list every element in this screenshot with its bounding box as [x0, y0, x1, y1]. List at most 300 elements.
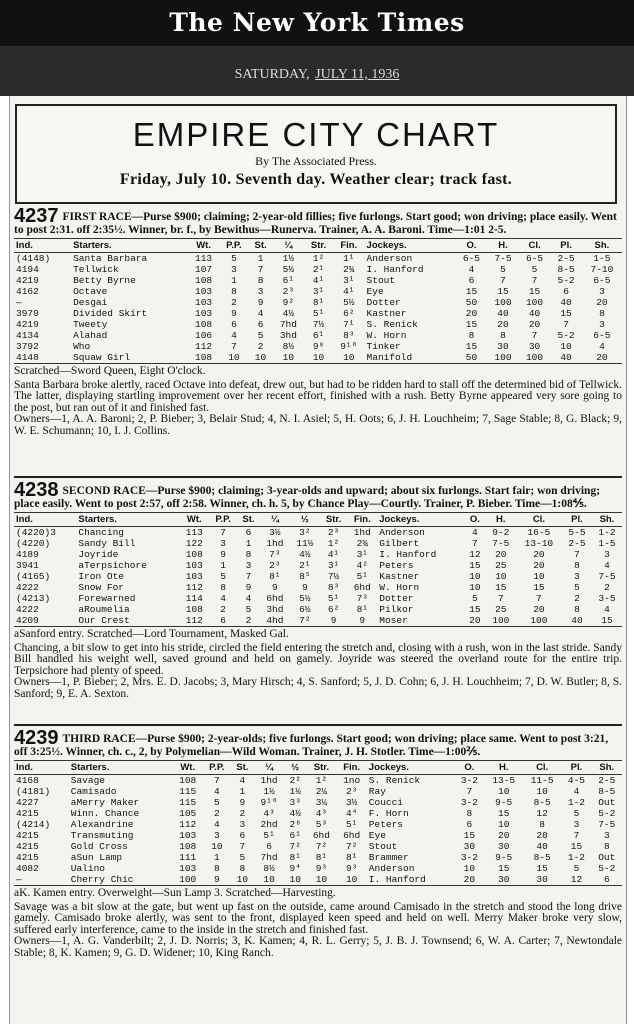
column-header: Starters. — [76, 513, 179, 527]
table-row — [14, 352, 622, 364]
table-cell: Peters — [368, 819, 404, 830]
table-cell: 114 — [185, 593, 203, 604]
table-cell: 8 — [468, 330, 475, 341]
race-conditions: THIRD RACE—Purse $900; 2-year-olds; five furlongs. Start good; won driving; place same. Went to post 3:21, off 3:25½. Winner, ch. c., 2, by Polymelian—Wild Woman. Trainer, J. H. Stotler. Time—1:00⅖. — [14, 733, 609, 758]
table-cell: 6-5 — [593, 275, 611, 286]
table-cell: 4209 — [16, 615, 39, 626]
table-cell: 5 — [531, 264, 538, 275]
table-cell: 100 — [530, 615, 548, 626]
scratched-note: Scratched—Sword Queen, Eight O'clock. — [14, 365, 206, 377]
table-cell: 6 — [231, 319, 237, 330]
table-cell: 3979 — [16, 308, 39, 319]
table-cell: 3-2 — [460, 852, 478, 863]
table-cell: 8 — [599, 308, 605, 319]
table-cell: 8 — [500, 330, 506, 341]
race-first — [14, 205, 622, 437]
table-cell: Stout — [368, 841, 398, 852]
table-cell: 1-2 — [598, 527, 616, 538]
table-cell: Betty Byrne — [73, 275, 136, 286]
table-cell: 108 — [195, 319, 213, 330]
table-cell: 8¹ — [312, 297, 325, 308]
table-cell: 1-2 — [567, 797, 586, 808]
table-cell: 4215 — [16, 841, 39, 852]
table-cell: 3¹ — [356, 549, 368, 560]
table-cell: Iron Ote — [78, 571, 124, 582]
column-header: Fin. — [337, 761, 367, 775]
table-cell: 8-5 — [557, 264, 575, 275]
table-cell: 4 — [239, 775, 246, 786]
table-cell: 20 — [498, 830, 510, 841]
table-cell: 7 — [531, 330, 538, 341]
table-cell: 7 — [257, 264, 264, 275]
table-cell: 6¹ — [282, 275, 295, 286]
table-cell: 5 — [220, 571, 226, 582]
table-row — [14, 253, 622, 265]
table-cell: 20 — [533, 560, 545, 571]
table-cell: 103 — [195, 297, 213, 308]
table-cell: 6½ — [299, 604, 311, 615]
column-header: Pl. — [550, 239, 582, 253]
table-cell: 11½ — [296, 538, 314, 549]
table-cell: 10 — [469, 582, 481, 593]
table-cell: 4194 — [16, 264, 39, 275]
column-header: Jockeys. — [367, 761, 454, 775]
table-cell: 20 — [463, 874, 476, 885]
table-cell: 40 — [571, 615, 583, 626]
table-cell: 12 — [536, 808, 548, 819]
table-cell: 2hd — [260, 819, 278, 830]
table-cell: 4³ — [315, 808, 328, 819]
table-cell: 3 — [220, 538, 226, 549]
table-cell: 2¼ — [315, 786, 328, 797]
owners-list: Owners—1, A. G. Vanderbilt; 2, J. D. Norris; 3, K. Kamen; 4, R. L. Gerry; 5, J. B. J. Townsend; 6, W. A. Carter; 7, Newtondale Stable; 8, K. Kamen; 9, G. D. Widener; 10, King Ranch. — [14, 935, 622, 959]
table-cell: 4 — [220, 593, 226, 604]
table-cell: Tellwick — [73, 264, 119, 275]
table-cell: 9 — [257, 297, 264, 308]
table-cell: 5 — [472, 593, 478, 604]
table-row — [14, 593, 622, 604]
column-header: P.P. — [203, 761, 231, 775]
table-cell: 4³ — [263, 808, 275, 819]
table-cell: 15 — [498, 808, 510, 819]
date-bar — [0, 46, 634, 96]
table-cell: 10 — [315, 874, 328, 885]
table-cell: — — [16, 874, 22, 885]
table-cell: 8¹ — [356, 604, 368, 615]
table-cell: 115 — [179, 786, 197, 797]
column-header: ¼ — [254, 761, 284, 775]
table-cell: Dotter — [366, 297, 401, 308]
table-cell: 4½ — [282, 308, 295, 319]
table-cell: 7hd — [279, 319, 297, 330]
table-cell: 4 — [257, 308, 264, 319]
table-row — [14, 775, 622, 787]
table-cell: 8³ — [327, 582, 340, 593]
chart-title-box — [15, 104, 617, 204]
column-header: St. — [237, 513, 260, 527]
table-cell: 12 — [469, 549, 481, 560]
table-cell: 20 — [465, 308, 478, 319]
date-link[interactable]: JULY 11, 1936 — [315, 67, 400, 82]
table-cell: 2 — [231, 297, 237, 308]
table-cell: 3¹ — [327, 560, 340, 571]
table-cell: 1½ — [263, 786, 275, 797]
table-cell: Ray — [368, 786, 386, 797]
table-cell: (4220)3 — [16, 527, 56, 538]
table-cell: 20 — [495, 549, 507, 560]
table-cell: 7 — [536, 593, 542, 604]
table-cell: 4 — [245, 593, 252, 604]
table-cell: 4 — [231, 330, 237, 341]
table-cell: 113 — [195, 253, 213, 264]
table-cell: Forewarned — [78, 593, 136, 604]
table-cell: 8¹ — [345, 852, 358, 863]
table-row — [14, 615, 622, 627]
table-row — [14, 297, 622, 308]
table-cell: 6 — [245, 527, 252, 538]
table-cell: Tinker — [366, 341, 401, 352]
scratched-note: aSanford entry. Scratched—Lord Tournament, Masked Gal. — [14, 628, 289, 640]
table-cell: 9 — [220, 549, 226, 560]
table-cell: 15 — [536, 863, 548, 874]
table-cell: 3² — [299, 527, 311, 538]
table-cell: 15 — [465, 319, 478, 330]
table-row — [14, 863, 622, 874]
column-header: O. — [454, 761, 484, 775]
table-cell: 2¹ — [312, 264, 325, 275]
table-cell: Gilbert — [379, 538, 420, 549]
table-cell: 15 — [465, 341, 478, 352]
table-cell: 108 — [179, 775, 197, 786]
table-cell: Anderson — [366, 253, 413, 264]
table-cell: 15 — [533, 582, 545, 593]
table-cell: 7 — [574, 549, 580, 560]
table-cell: 12 — [570, 874, 583, 885]
table-cell: 9 — [245, 582, 252, 593]
table-cell: 113 — [185, 527, 203, 538]
table-cell: aRoumelia — [78, 604, 130, 615]
table-cell: 6² — [327, 604, 340, 615]
table-cell: 10 — [469, 571, 481, 582]
table-cell: — — [16, 297, 22, 308]
table-cell: 10 — [254, 352, 267, 363]
race-header — [14, 479, 622, 510]
table-cell: 106 — [195, 330, 213, 341]
table-cell: 15 — [570, 841, 583, 852]
table-cell: Eye — [366, 286, 384, 297]
table-row — [14, 286, 622, 297]
table-cell: 5 — [574, 582, 580, 593]
table-cell: 4 — [604, 604, 610, 615]
table-cell: 4 — [468, 264, 475, 275]
table-cell: 4² — [356, 560, 368, 571]
column-header: O. — [464, 513, 486, 527]
table-cell: 30 — [497, 341, 509, 352]
table-cell: 9-5 — [495, 852, 513, 863]
table-cell: 6 — [563, 286, 569, 297]
table-cell: 4½ — [299, 549, 311, 560]
table-cell: 7² — [315, 841, 328, 852]
column-header: ¼ — [273, 239, 305, 253]
table-cell: 112 — [185, 615, 203, 626]
table-cell: 7-5 — [492, 538, 510, 549]
table-cell: 3½ — [269, 527, 281, 538]
table-cell: 2³ — [269, 560, 281, 571]
table-cell: (4165) — [16, 571, 51, 582]
table-cell: 107 — [195, 264, 213, 275]
table-cell: 4168 — [16, 775, 39, 786]
table-cell: 5¹ — [327, 593, 340, 604]
table-row — [14, 275, 622, 286]
table-cell: 8½ — [282, 341, 295, 352]
table-cell: 7½ — [327, 571, 340, 582]
table-cell: 2⁸ — [289, 819, 301, 830]
table-row — [14, 330, 622, 341]
table-cell: 6 — [220, 615, 226, 626]
table-cell: 6 — [239, 830, 246, 841]
race-number: 4238 — [14, 479, 59, 501]
table-cell: 8¹ — [269, 571, 281, 582]
masthead-bar — [0, 0, 634, 46]
table-cell: 3 — [599, 319, 605, 330]
column-header: Wt. — [179, 513, 209, 527]
table-cell: 5 — [500, 264, 506, 275]
table-cell: 16-5 — [527, 527, 551, 538]
table-cell: Octave — [73, 286, 108, 297]
column-header: Ind. — [14, 239, 71, 253]
table-cell: 112 — [195, 341, 213, 352]
table-cell: Out — [598, 797, 616, 808]
table-cell: 8½ — [263, 863, 275, 874]
table-cell: S. Renick — [366, 319, 418, 330]
table-cell: 9-5 — [495, 797, 513, 808]
table-cell: 15 — [498, 863, 510, 874]
table-cell: Camisado — [70, 786, 117, 797]
table-cell: 3¹ — [343, 275, 355, 286]
table-cell: 7 — [220, 527, 226, 538]
table-cell: 20 — [536, 830, 548, 841]
table-cell: 6¹ — [289, 830, 301, 841]
race-comment: Chancing, a bit slow to get into his stride, circled the field entering the stretch and, closing with a rush, won in the last stride. Sandy Bill handled his weight well, saved ground and held on gamely. Joyride was steered the overland route for the entire trip. Terpsichore had plenty of speed. — [14, 641, 622, 677]
table-cell: 108 — [195, 352, 213, 363]
column-header: O. — [456, 239, 488, 253]
table-cell: 4¹ — [343, 286, 355, 297]
table-cell: 100 — [494, 352, 512, 363]
table-cell: 1½ — [282, 253, 295, 264]
table-cell: 9¹⁰ — [340, 341, 358, 352]
table-cell: 8 — [574, 604, 580, 615]
table-cell: aSun Lamp — [70, 852, 123, 863]
table-cell: 7 — [497, 593, 504, 604]
table-cell: 20 — [596, 297, 608, 308]
table-cell: 7² — [289, 841, 301, 852]
table-cell: 111 — [179, 852, 197, 863]
table-cell: 4 — [573, 786, 580, 797]
table-cell: 4222 — [16, 604, 39, 615]
column-header: H. — [487, 239, 519, 253]
table-cell: 2 — [239, 808, 246, 819]
table-row — [14, 830, 622, 841]
table-cell: 6² — [343, 308, 355, 319]
table-cell: 103 — [179, 863, 197, 874]
table-cell: 5 — [245, 604, 252, 615]
column-header: Cl. — [519, 239, 551, 253]
table-cell: 3 — [573, 819, 580, 830]
table-cell: 4215 — [16, 830, 39, 841]
table-cell: 4 — [213, 786, 220, 797]
table-cell: 3¹ — [312, 286, 325, 297]
table-row — [14, 264, 622, 275]
table-cell: 8-5 — [598, 786, 616, 797]
table-row — [14, 604, 622, 615]
table-cell: Stout — [366, 275, 396, 286]
table-cell: 7 — [466, 786, 473, 797]
table-cell: I. Hanford — [366, 264, 424, 275]
table-cell: 4227 — [16, 797, 39, 808]
column-header: Jockeys. — [377, 513, 464, 527]
table-cell: 3-2 — [460, 775, 478, 786]
table-cell: 6hd — [312, 830, 330, 841]
table-cell: 6hd — [266, 593, 284, 604]
table-cell: 1² — [315, 775, 328, 786]
table-cell: 4134 — [16, 330, 39, 341]
table-cell: 3hd — [279, 330, 297, 341]
table-cell: 6-5 — [593, 330, 611, 341]
table-cell: 5½ — [282, 264, 295, 275]
table-cell: 8¹ — [315, 852, 328, 863]
table-cell: 3 — [245, 560, 252, 571]
table-cell: 2 — [574, 593, 580, 604]
table-cell: 2¹ — [299, 560, 311, 571]
table-row — [14, 341, 622, 352]
table-cell: 2 — [604, 582, 610, 593]
table-cell: Transmuting — [70, 830, 134, 841]
race-number: 4237 — [14, 205, 59, 227]
table-cell: 2¾ — [343, 264, 355, 275]
table-cell: 25 — [495, 560, 507, 571]
table-cell: 4⁴ — [345, 808, 358, 819]
table-cell: 1hd — [266, 538, 284, 549]
table-cell: 2¾ — [356, 538, 368, 549]
table-cell: 7-5 — [598, 571, 616, 582]
table-cell: 3941 — [16, 560, 39, 571]
table-cell: 20 — [596, 352, 608, 363]
results-table — [14, 512, 622, 627]
table-cell: Out — [598, 852, 616, 863]
table-cell: 7-5 — [598, 819, 616, 830]
column-header: ½ — [290, 513, 320, 527]
race-divider — [14, 724, 622, 726]
table-cell: 3 — [257, 286, 264, 297]
table-cell: 3 — [239, 819, 246, 830]
table-cell: 7³ — [356, 593, 368, 604]
table-row — [14, 808, 622, 819]
table-cell: 5½ — [299, 593, 311, 604]
table-cell: 100 — [492, 615, 510, 626]
table-cell: 8 — [466, 808, 473, 819]
column-header: ½ — [284, 761, 306, 775]
column-header: Sh. — [592, 761, 622, 775]
column-header: Starters. — [69, 761, 173, 775]
scratched-note: aK. Kamen entry. Overweight—Sun Lamp 3. Scratched—Harvesting. — [14, 887, 336, 899]
table-cell: 8 — [539, 819, 545, 830]
table-cell: 6 — [466, 819, 473, 830]
table-cell: 9³ — [315, 863, 328, 874]
table-cell: 10 — [463, 863, 476, 874]
table-cell: 8 — [574, 560, 580, 571]
table-cell: 7 — [239, 841, 246, 852]
table-cell: Peters — [379, 560, 414, 571]
table-cell: Dotter — [379, 593, 414, 604]
column-header: Str. — [306, 761, 336, 775]
table-cell: 6¹ — [312, 330, 325, 341]
table-cell: 8 — [213, 863, 220, 874]
race-number: 4239 — [14, 727, 59, 749]
table-cell: Squaw Girl — [73, 352, 131, 363]
table-cell: 3 — [603, 830, 610, 841]
table-cell: 112 — [179, 819, 197, 830]
table-cell: 4¹ — [312, 275, 325, 286]
table-cell: 15 — [560, 308, 572, 319]
table-cell: 15 — [469, 560, 481, 571]
table-cell: 8 — [231, 286, 237, 297]
column-header: Ind. — [14, 513, 76, 527]
table-cell: 2 — [213, 808, 220, 819]
table-cell: 8 — [239, 863, 246, 874]
table-cell: Santa Barbara — [73, 253, 148, 264]
table-cell: aMerry Maker — [70, 797, 140, 808]
table-cell: 4 — [213, 819, 220, 830]
table-cell: 2-5 — [598, 775, 616, 786]
table-cell: Snow For — [78, 582, 124, 593]
table-cell: 4 — [604, 560, 610, 571]
table-cell: Brammer — [368, 852, 409, 863]
column-header: Fin. — [347, 513, 377, 527]
table-cell: 100 — [494, 297, 512, 308]
table-row — [14, 797, 622, 808]
column-header: Wt. — [188, 239, 220, 253]
table-cell: (4213) — [16, 593, 51, 604]
table-cell: Chancing — [78, 527, 124, 538]
table-cell: 1hd — [353, 527, 371, 538]
table-cell: 3¼ — [315, 797, 328, 808]
table-cell: Ualino — [70, 863, 105, 874]
table-cell: 3 — [213, 830, 220, 841]
table-cell: Desgai — [73, 297, 108, 308]
table-cell: Moser — [379, 615, 408, 626]
table-cell: 4189 — [16, 549, 39, 560]
table-row — [14, 319, 622, 330]
column-header: Cl. — [523, 761, 561, 775]
table-cell: 7 — [213, 775, 220, 786]
table-cell: 7 — [531, 275, 538, 286]
table-cell: 3hd — [266, 604, 284, 615]
results-table — [14, 238, 622, 364]
date-weekday: SATURDAY, — [234, 67, 310, 82]
table-cell: 2³ — [327, 527, 340, 538]
table-cell: 9 — [272, 582, 278, 593]
table-cell: 9 — [239, 797, 246, 808]
column-header: H. — [485, 761, 523, 775]
table-row — [14, 819, 622, 830]
table-cell: 10 — [495, 571, 507, 582]
table-cell: 100 — [179, 874, 197, 885]
table-cell: 8¹ — [289, 852, 301, 863]
column-header: ¼ — [260, 513, 290, 527]
owners-list: Owners—1, P. Bieber; 2, Mrs. E. D. Jacobs; 3, Mary Hirsch; 4, S. Sanford; 5, J. D. Cohn; 6, J. H. Louchheim; 7, D. W. Butler; 8, S. Sanford; 9, E. A. Sexton. — [14, 676, 622, 700]
table-cell: 9² — [282, 297, 295, 308]
table-cell: 7 — [245, 571, 252, 582]
